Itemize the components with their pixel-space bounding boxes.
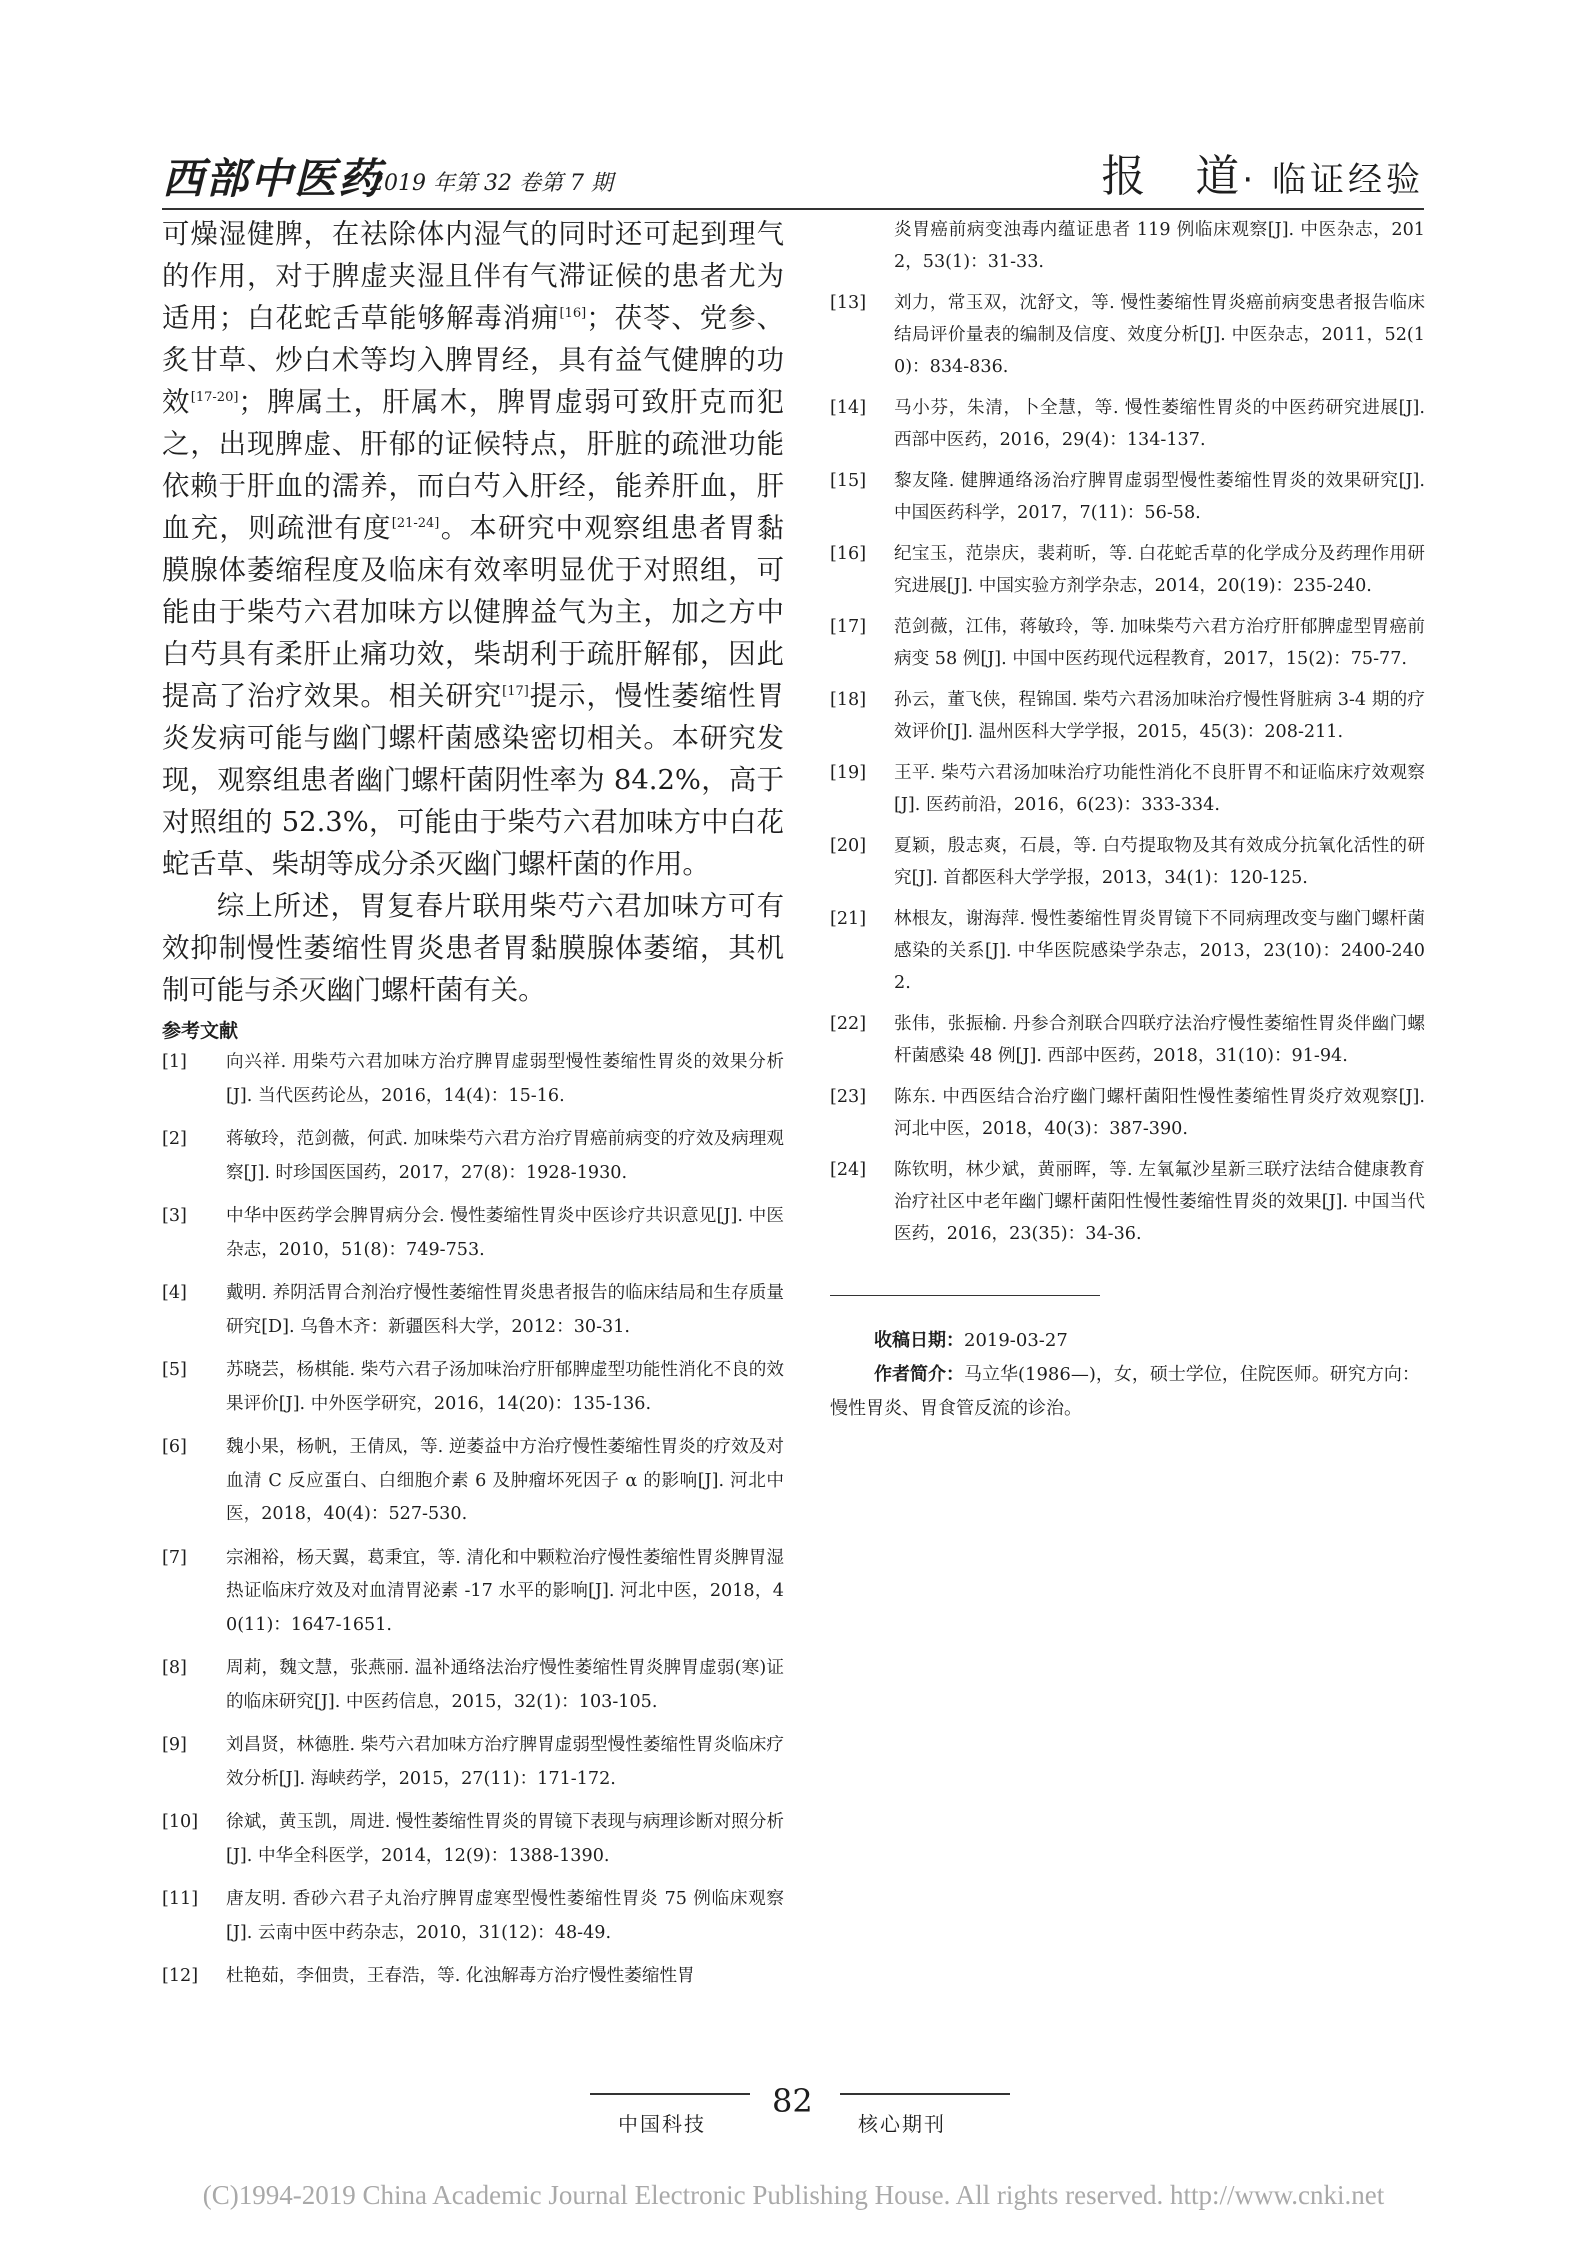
reference-number: [13] [830, 293, 867, 313]
journal-name: 西部中医药 [162, 154, 383, 203]
paragraph-1 [162, 214, 784, 886]
reference-text: 中华中医药学会脾胃病分会. 慢性萎缩性胃炎中医诊疗共识意见[J]. 中医杂志，2010，51(8)：749-753. [226, 1206, 784, 1260]
reference-text: 夏颖，殷志爽，石晨，等. 白芍提取物及其有效成分抗氧化活性的研究[J]. 首都医科大学学报，2013，34(1)：120-125. [894, 836, 1425, 888]
reference-item [830, 830, 1425, 894]
reference-number: [12] [162, 1966, 199, 1986]
reference-number: [4] [162, 1283, 187, 1303]
reference-item [830, 903, 1425, 999]
reference-text: 宗湘裕，杨天翼，葛秉宜，等. 清化和中颗粒治疗慢性萎缩性胃炎脾胃湿热证临床疗效及对血清胃泌素 -17 水平的影响[J]. 河北中医，2018，40(11)：1647-1651. [226, 1547, 784, 1635]
article-footnote [830, 1324, 1425, 1426]
reference-number: [15] [830, 471, 867, 491]
reference-text: 周莉，魏文慧，张燕丽. 温补通络法治疗慢性萎缩性胃炎脾胃虚弱(寒)证的临床研究[J]. 中医药信息，2015，32(1)：103-105. [226, 1658, 784, 1712]
reference-item [162, 1652, 784, 1719]
reference-text: 刘昌贤，林德胜. 柴芍六君加味方治疗脾胃虚弱型慢性萎缩性胃炎临床疗效分析[J]. 海峡药学，2015，27(11)：171-172. [226, 1735, 784, 1789]
reference-text: 张伟，张振榆. 丹参合剂联合四联疗法治疗慢性萎缩性胃炎伴幽门螺杆菌感染 48 例[J]. 西部中医药，2018，31(10)：91-94. [894, 1014, 1425, 1066]
reference-number: [7] [162, 1547, 187, 1568]
reference-item [830, 684, 1425, 748]
footer-rule-right [840, 2093, 1010, 2095]
section-title [1101, 140, 1424, 204]
reference-number: [3] [162, 1206, 187, 1226]
page-number: 82 [772, 2082, 813, 2120]
reference-number: [6] [162, 1437, 187, 1457]
reference-item [830, 611, 1425, 675]
citation: [21-24] [391, 515, 440, 531]
reference-item [162, 1960, 784, 1994]
references-list-left [162, 1046, 784, 1994]
paragraph-2: 综上所述，胃复春片联用柴芍六君加味方可有效抑制慢性萎缩性胃炎患者胃黏膜腺体萎缩，其机制可能与杀灭幽门螺杆菌有关。 [162, 891, 784, 1006]
page-header [162, 140, 1424, 202]
reference-number: [22] [830, 1014, 867, 1034]
reference-item [830, 392, 1425, 456]
citation: [17] [502, 683, 529, 699]
reference-item [162, 1542, 784, 1643]
reference-item [830, 538, 1425, 602]
reference-item [162, 1729, 784, 1796]
received-date: 收稿日期：2019-03-27 [874, 1330, 1068, 1351]
footnote-rule [830, 1295, 1100, 1296]
reference-text: 范剑薇，江伟，蒋敏玲，等. 加味柴芍六君方治疗肝郁脾虚型胃癌前病变 58 例[J]. 中国中医药现代远程教育，2017，15(2)：75-77. [894, 617, 1425, 669]
reference-number: [11] [162, 1889, 199, 1909]
reference-text: 刘力，常玉双，沈舒文，等. 慢性萎缩性胃炎癌前病变患者报告临床结局评价量表的编制及信度、效度分析[J]. 中医杂志，2011，52(10)：834-836. [894, 293, 1425, 377]
reference-item [162, 1046, 784, 1113]
reference-number: [8] [162, 1658, 187, 1678]
header-rule [162, 208, 1424, 210]
reference-item [162, 1883, 784, 1950]
reference-item [830, 465, 1425, 529]
reference-item [830, 287, 1425, 383]
reference-number: [2] [162, 1129, 187, 1149]
reference-number: [19] [830, 763, 867, 783]
reference-item [162, 1354, 784, 1421]
reference-text: 向兴祥. 用柴芍六君加味方治疗脾胃虚弱型慢性萎缩性胃炎的效果分析[J]. 当代医药论丛，2016，14(4)：15-16. [226, 1052, 784, 1106]
reference-item [162, 1123, 784, 1190]
reference-text: 马小芬，朱清，卜全慧，等. 慢性萎缩性胃炎的中医药研究进展[J]. 西部中医药，2016，29(4)：134-137. [894, 398, 1425, 450]
para1-b: ；茯苓、党参、炙甘草、炒白术等均入脾胃经，具有益气健脾的功效 [162, 303, 784, 418]
reference-text: 魏小果，杨帆，王倩凤，等. 逆萎益中方治疗慢性萎缩性胃炎的疗效及对血清 C 反应蛋白、白细胞介素 6 及肿瘤坏死因子 α 的影响[J]. 河北中医，2018，40(4)：527-530. [226, 1437, 784, 1524]
reference-text: 徐斌，黄玉凯，周进. 慢性萎缩性胃炎的胃镜下表现与病理诊断对照分析[J]. 中华全科医学，2014，12(9)：1388-1390. [226, 1812, 784, 1866]
reference-number: [10] [162, 1812, 199, 1832]
reference-item [830, 1154, 1425, 1250]
reference-number: [1] [162, 1052, 187, 1072]
reference-number: [16] [830, 544, 867, 564]
page-footer [590, 2082, 1010, 2136]
author-bio: 作者简介：马立华(1986—)，女，硕士学位，住院医师。研究方向：慢性胃炎、胃食管反流的诊治。 [830, 1364, 1420, 1419]
reference-item [162, 1277, 784, 1344]
section-sub: · 临证经验 [1242, 160, 1424, 200]
para1-c: ；脾属土，肝属木，脾胃虚弱可致肝克而犯之，出现脾虚、肝郁的证候特点，肝脏的疏泄功能依赖于肝血的濡养，而白芍入肝经，能养肝血，肝血充，则疏泄有度 [162, 387, 784, 544]
footer-right-text: 核心期刊 [858, 2112, 946, 2136]
reference-text: 纪宝玉，范崇庆，裴莉昕，等. 白花蛇舌草的化学成分及药理作用研究进展[J]. 中国实验方剂学杂志，2014，20(19)：235-240. [894, 544, 1425, 596]
reference-text: 林根友，谢海萍. 慢性萎缩性胃炎胃镜下不同病理改变与幽门螺杆菌感染的关系[J]. 中华医院感染学杂志，2013，23(10)：2400-2402. [894, 909, 1425, 993]
reference-continuation: 炎胃癌前病变浊毒内蕴证患者 119 例临床观察[J]. 中医杂志，2012，53(1)：31-33. [894, 220, 1425, 272]
para1-a: 可燥湿健脾，在祛除体内湿气的同时还可起到理气的作用，对于脾虚夹湿且伴有气滞证候的患者尤为适用；白花蛇舌草能够解毒消痈 [162, 219, 784, 334]
footer-left-text: 中国科技 [618, 2112, 706, 2136]
reference-number: [24] [830, 1160, 867, 1180]
reference-number: [5] [162, 1360, 187, 1380]
reference-text: 杜艳茹，李佃贵，王春浩，等. 化浊解毒方治疗慢性萎缩性胃 [226, 1966, 695, 1986]
issue-info: 2019 年第 32 卷第 7 期 [370, 171, 613, 196]
reference-number: [14] [830, 398, 867, 418]
reference-number: [20] [830, 836, 867, 856]
copyright-notice: (C)1994-2019 China Academic Journal Electronic Publishing House. All rights reserved. http://www.cnki.net [202, 2180, 1385, 2210]
citation: [17-20] [190, 389, 239, 405]
reference-number: [21] [830, 909, 867, 929]
footer-rule-left [590, 2093, 750, 2095]
reference-item [162, 1200, 784, 1267]
reference-text: 黎友隆. 健脾通络汤治疗脾胃虚弱型慢性萎缩性胃炎的效果研究[J]. 中国医药科学，2017，7(11)：56-58. [894, 471, 1425, 523]
left-column [162, 214, 784, 2004]
references-title: 参考文献 [162, 1020, 239, 1042]
reference-item [830, 757, 1425, 821]
references-list-right [830, 214, 1425, 1250]
reference-item [830, 1008, 1425, 1072]
section-main: 报 道 [1101, 151, 1243, 202]
reference-item [162, 1806, 784, 1873]
reference-number: [17] [830, 617, 867, 637]
reference-text: 陈东. 中西医结合治疗幽门螺杆菌阳性慢性萎缩性胃炎疗效观察[J]. 河北中医，2018，40(3)：387-390. [894, 1087, 1425, 1139]
reference-text: 蒋敏玲，范剑薇，何武. 加味柴芍六君方治疗胃癌前病变的疗效及病理观察[J]. 时珍国医国药，2017，27(8)：1928-1930. [226, 1129, 784, 1183]
citation: [16] [559, 305, 587, 321]
right-column [830, 214, 1425, 1426]
para1-e: 提示，慢性萎缩性胃炎发病可能与幽门螺杆菌感染密切相关。本研究发现，观察组患者幽门螺杆菌阴性率为 84.2%，高于对照组的 52.3%，可能由于柴芍六君加味方中白花蛇舌草、柴胡等成分杀灭幽门螺杆菌的作用。 [162, 681, 784, 880]
body-text [162, 214, 784, 1012]
reference-text: 王平. 柴芍六君汤加味治疗功能性消化不良肝胃不和证临床疗效观察[J]. 医药前沿，2016，6(23)：333-334. [894, 763, 1425, 815]
reference-text: 戴明. 养阴活胃合剂治疗慢性萎缩性胃炎患者报告的临床结局和生存质量研究[D]. 乌鲁木齐：新疆医科大学，2012：30-31. [226, 1283, 784, 1337]
reference-item [830, 1081, 1425, 1145]
reference-text: 唐友明. 香砂六君子丸治疗脾胃虚寒型慢性萎缩性胃炎 75 例临床观察[J]. 云南中医中药杂志，2010，31(12)：48-49. [226, 1889, 784, 1943]
para1-d: 。本研究中观察组患者胃黏膜腺体萎缩程度及临床有效率明显优于对照组，可能由于柴芍六君加味方以健脾益气为主，加之方中白芍具有柔肝止痛功效，柴胡利于疏肝解郁，因此提高了治疗效果。相关研究 [162, 513, 784, 712]
reference-text: 苏晓芸，杨棋能. 柴芍六君子汤加味治疗肝郁脾虚型功能性消化不良的效果评价[J]. 中外医学研究，2016，14(20)：135-136. [226, 1360, 784, 1414]
reference-number: [23] [830, 1087, 867, 1107]
reference-text: 陈钦明，林少斌，黄丽晖，等. 左氧氟沙星新三联疗法结合健康教育治疗社区中老年幽门螺杆菌阳性慢性萎缩性胃炎的效果[J]. 中国当代医药，2016，23(35)：34-36. [894, 1160, 1425, 1244]
reference-item [162, 1431, 784, 1532]
reference-text: 孙云，董飞侠，程锦国. 柴芍六君汤加味治疗慢性肾脏病 3-4 期的疗效评价[J]. 温州医科大学学报，2015，45(3)：208-211. [894, 690, 1425, 742]
reference-number: [18] [830, 690, 867, 710]
reference-number: [9] [162, 1735, 187, 1755]
